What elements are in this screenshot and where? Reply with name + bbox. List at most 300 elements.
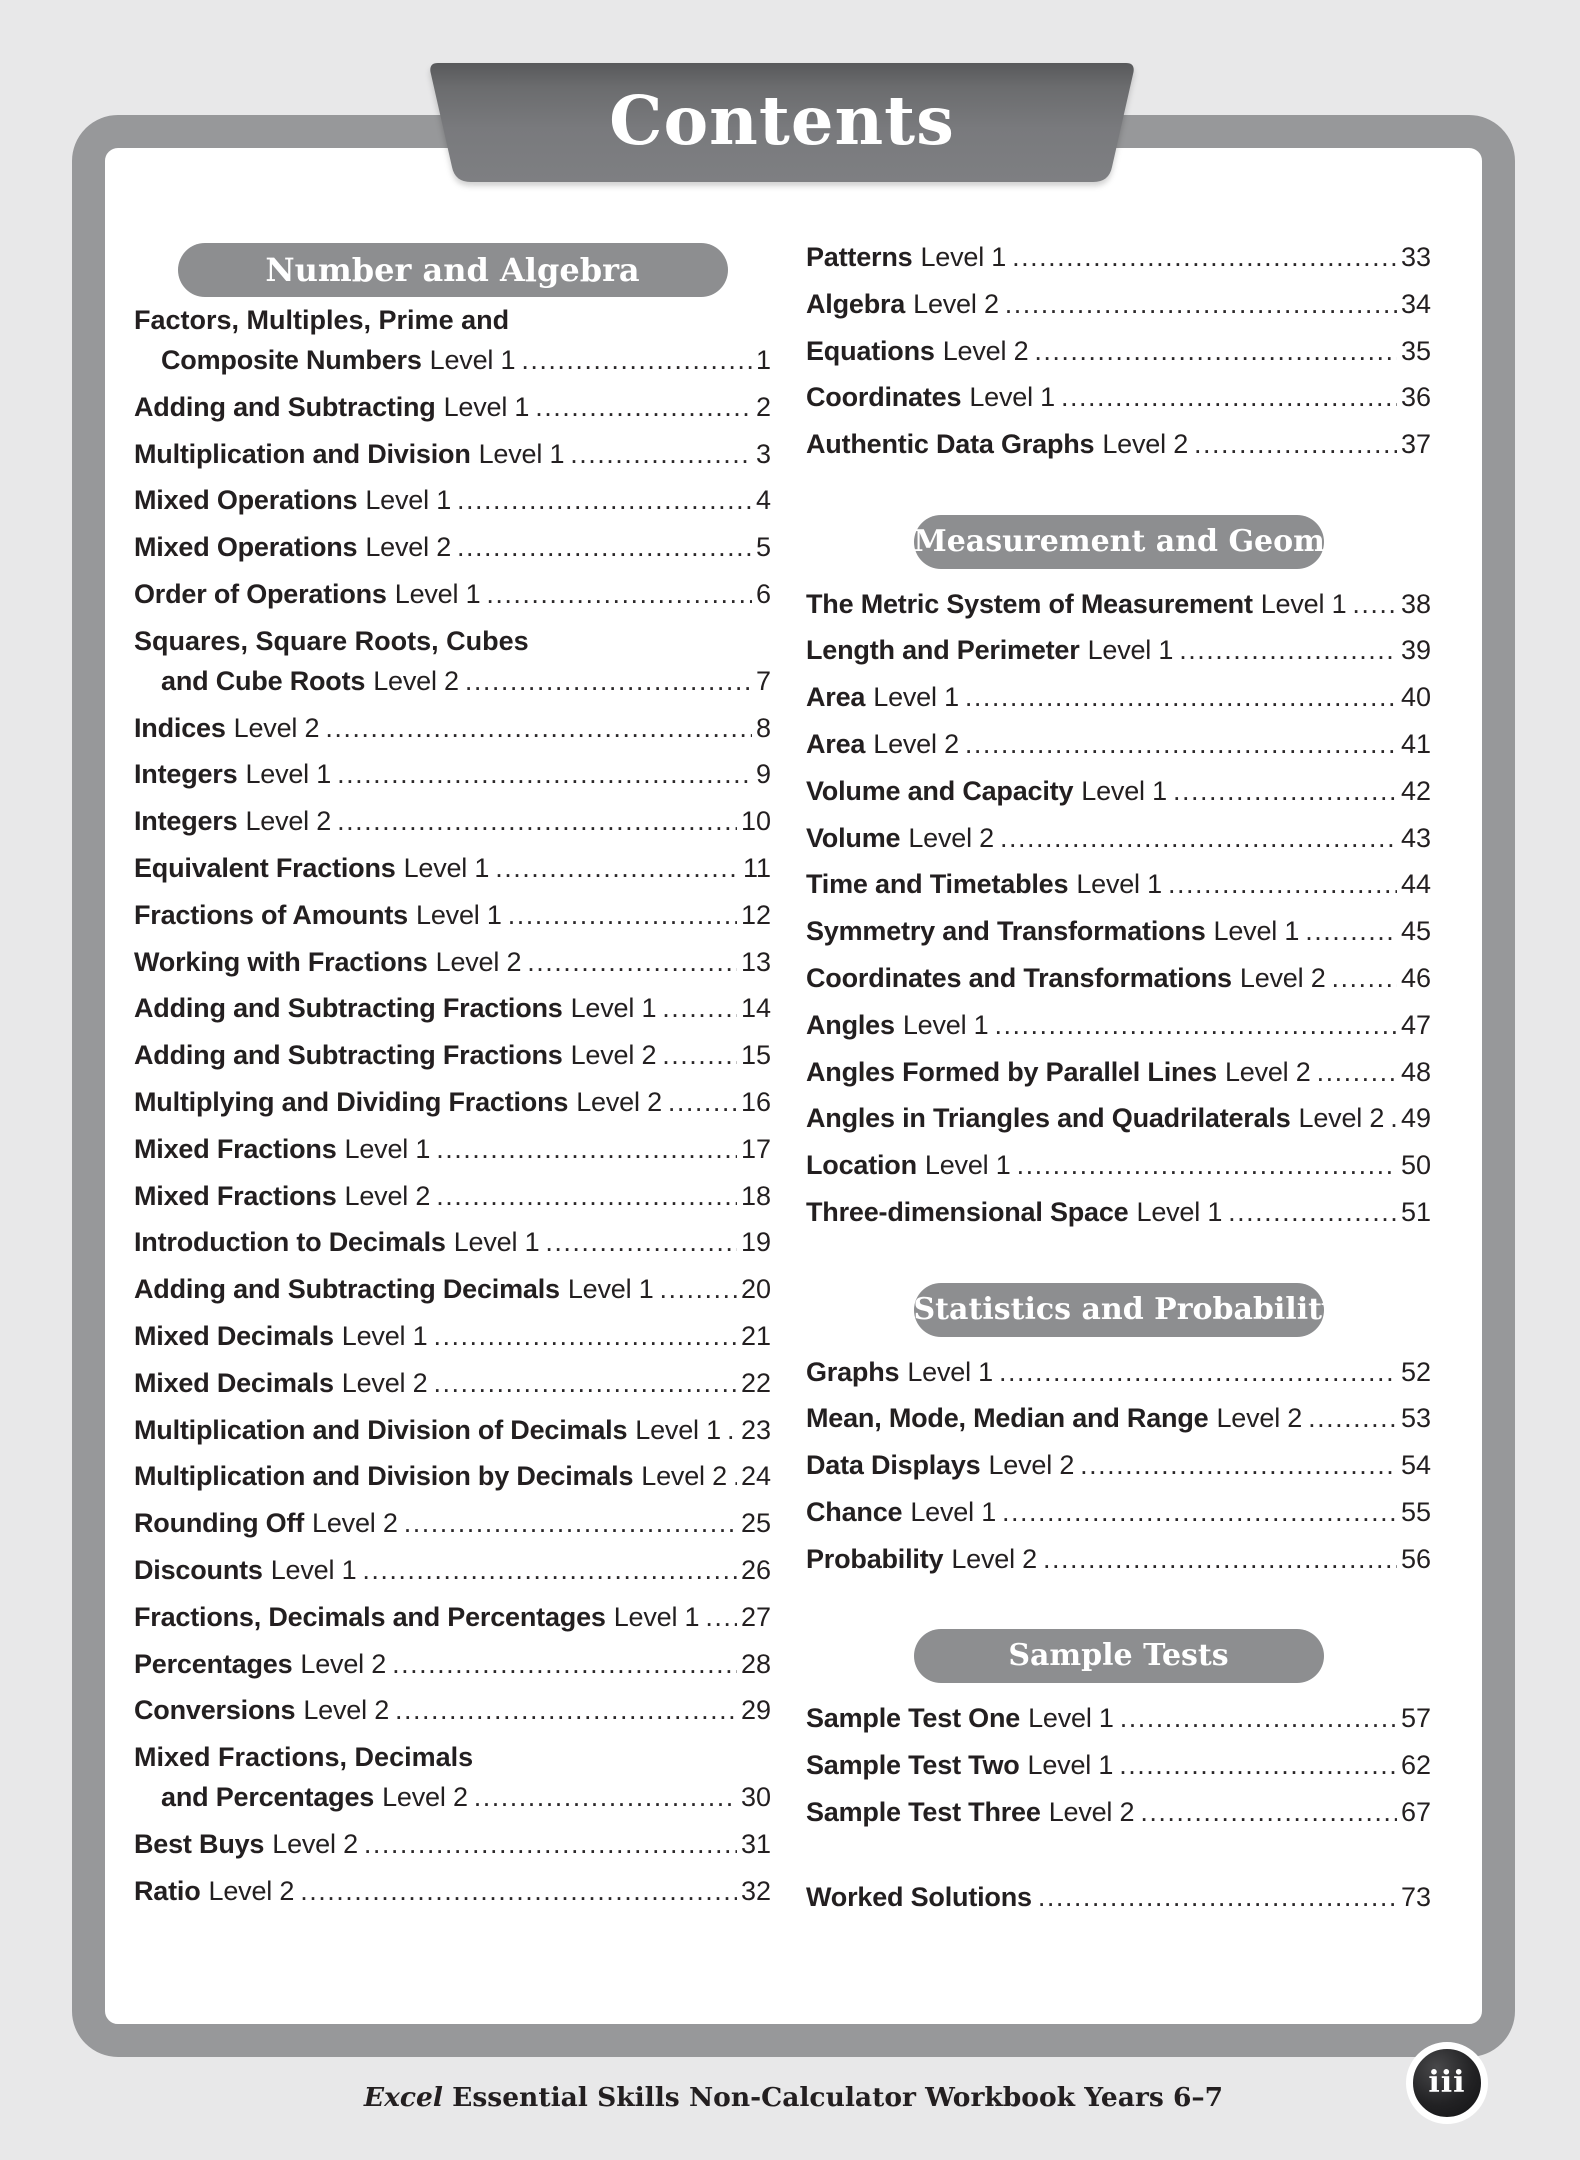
toc-entry-page-number: 19 xyxy=(740,1227,771,1258)
toc-entry xyxy=(806,1403,1431,1434)
toc-entry-row xyxy=(806,869,1431,900)
toc-entry-level: Level 2 xyxy=(873,729,959,760)
toc-entry-page-number: 15 xyxy=(740,1040,771,1071)
dotted-leader xyxy=(654,1274,737,1305)
toc-entry-row xyxy=(134,1181,771,1212)
toc-entry-row xyxy=(806,1544,1431,1575)
dotted-leader xyxy=(386,1649,737,1680)
dotted-leader xyxy=(1326,963,1397,994)
toc-entry-level: Level 1 xyxy=(453,1227,540,1258)
toc-entry-title: Best Buys xyxy=(134,1828,265,1859)
toc-entry-page-number: 23 xyxy=(740,1414,771,1445)
toc-entry-row xyxy=(134,1274,771,1305)
toc-entry-page-number: 2 xyxy=(755,391,771,422)
toc-entry-title: Chance xyxy=(806,1496,903,1527)
toc-entry-page-number: 51 xyxy=(1400,1197,1431,1228)
toc-entry xyxy=(134,1742,771,1813)
toc-entry-title: Mean, Mode, Median and Range xyxy=(806,1403,1209,1434)
toc-entry-level: Level 1 xyxy=(969,382,1055,413)
toc-entry-title: Mixed Fractions xyxy=(134,1133,337,1164)
toc-entry-title: Time and Timetables xyxy=(806,869,1069,900)
toc-entry-page-number: 35 xyxy=(1400,335,1431,366)
section-header-pill xyxy=(913,1283,1340,1337)
toc-entry-title: Data Displays xyxy=(806,1450,981,1481)
toc-entry-row xyxy=(134,1040,771,1071)
toc-entry xyxy=(134,1181,771,1212)
dotted-leader xyxy=(1299,916,1397,947)
toc-entry-row xyxy=(134,1415,771,1446)
toc-entry-level: Level 2 xyxy=(208,1875,295,1906)
toc-entry-title: Integers xyxy=(134,806,238,837)
toc-entry-row xyxy=(134,713,771,744)
toc-entry-page-number: 30 xyxy=(740,1782,771,1813)
toc-entry-title: Indices xyxy=(134,712,226,743)
toc-entry-title: Multiplication and Division by Decimals xyxy=(134,1461,634,1492)
toc-entry-title: Percentages xyxy=(134,1648,293,1679)
dotted-leader xyxy=(999,289,1397,320)
dotted-leader xyxy=(993,1357,1397,1388)
toc-entry-row xyxy=(806,1403,1431,1434)
toc-entry-title: Authentic Data Graphs xyxy=(806,429,1095,460)
toc-entry-page-number: 34 xyxy=(1400,288,1431,319)
toc-entry-level: Level 2 xyxy=(576,1086,662,1117)
toc-entry-title: Angles Formed by Parallel Lines xyxy=(806,1056,1217,1087)
toc-entry-page-number: 47 xyxy=(1400,1009,1431,1040)
dotted-leader xyxy=(656,993,737,1024)
toc-entry-page-number: 46 xyxy=(1400,963,1431,994)
dotted-leader xyxy=(539,1227,737,1258)
dotted-leader xyxy=(1311,1057,1397,1088)
toc-entry-row xyxy=(806,1150,1431,1181)
dotted-leader xyxy=(521,947,737,978)
dotted-leader xyxy=(398,1508,737,1539)
toc-entry-title: Ratio xyxy=(134,1875,201,1906)
toc-entry-row xyxy=(134,993,771,1024)
toc-entry-row xyxy=(134,1321,771,1352)
page-number: iii xyxy=(1428,2065,1466,2100)
toc-entry-row xyxy=(134,345,771,376)
page-number-badge xyxy=(1406,2042,1488,2124)
toc-entry-title: Multiplying and Dividing Fractions xyxy=(134,1086,569,1117)
toc-entry xyxy=(806,1103,1431,1134)
toc-entry-page-number: 48 xyxy=(1400,1056,1431,1087)
footer xyxy=(72,2078,1515,2118)
toc-entry xyxy=(134,392,771,423)
toc-entry xyxy=(806,1057,1431,1088)
toc-entry xyxy=(134,1555,771,1586)
dotted-leader xyxy=(529,392,752,423)
toc-entry-row xyxy=(134,1695,771,1726)
toc-entry-page-number: 33 xyxy=(1400,242,1431,272)
section-header-label: Sample Tests xyxy=(1008,1638,1229,1674)
toc-entry-level: Level 1 xyxy=(1136,1197,1223,1228)
toc-entry-page-number: 5 xyxy=(755,532,771,563)
toc-entry-row xyxy=(134,532,771,563)
dotted-leader xyxy=(319,713,752,744)
toc-entry-title: The Metric System of Measurement xyxy=(806,588,1253,619)
toc-entry-page-number: 27 xyxy=(740,1601,771,1632)
toc-entry-row xyxy=(134,1602,771,1633)
toc-entry-level: Level 2 xyxy=(344,1180,431,1211)
toc-entry-page-number: 67 xyxy=(1400,1796,1431,1827)
toc-entry-row xyxy=(806,1450,1431,1481)
footer-series-name: Excel xyxy=(363,2082,443,2113)
toc-entry-title: Working with Fractions xyxy=(134,946,428,977)
dotted-leader xyxy=(331,759,752,790)
toc-entry-page-number: 8 xyxy=(755,712,771,743)
toc-entry-row xyxy=(134,1087,771,1118)
toc-entry xyxy=(134,305,771,376)
toc-entry-level: Level 2 xyxy=(245,806,332,837)
toc-entry-row xyxy=(806,1197,1431,1228)
toc-entry-title: Mixed Operations xyxy=(134,485,358,516)
toc-entry-level: Level 2 xyxy=(1298,1103,1385,1134)
toc-entry xyxy=(806,729,1431,760)
toc-entry xyxy=(806,1497,1431,1528)
toc-entry-level: Level 1 xyxy=(1260,588,1347,619)
toc-entry-row xyxy=(806,635,1431,666)
toc-entry-page-number: 25 xyxy=(740,1508,771,1539)
toc-entry xyxy=(134,532,771,563)
toc-entry-level: Level 2 xyxy=(272,1828,358,1859)
toc-entry xyxy=(134,993,771,1024)
dotted-leader xyxy=(489,853,739,884)
dotted-leader xyxy=(989,1010,1397,1041)
toc-entry-title: Multiplication and Division of Decimals xyxy=(134,1414,628,1445)
toc-entry-page-number: 20 xyxy=(740,1274,771,1305)
toc-entry-page-number: 42 xyxy=(1400,775,1431,806)
toc-entry xyxy=(806,776,1431,807)
toc-entry xyxy=(806,1010,1431,1041)
toc-entry xyxy=(134,626,771,697)
toc-entry-row xyxy=(134,1227,771,1258)
toc-entry-row xyxy=(806,682,1431,713)
toc-entry-level: Level 1 xyxy=(478,438,565,469)
toc-entry-row xyxy=(806,242,1431,273)
toc-entry xyxy=(134,806,771,837)
dotted-leader xyxy=(427,1368,736,1399)
toc-entry-level: Level 2 xyxy=(641,1461,727,1492)
toc-entry-page-number: 73 xyxy=(1400,1882,1431,1913)
toc-entry-title: Integers xyxy=(134,759,238,790)
toc-entry-title: Mixed Operations xyxy=(134,532,358,563)
toc-entry-page-number: 17 xyxy=(740,1133,771,1164)
toc-entry-row xyxy=(134,1508,771,1539)
toc-entry-row xyxy=(134,439,771,470)
toc-entry-level: Level 2 xyxy=(365,532,452,563)
toc-entry-title: Angles in Triangles and Quadrilaterals xyxy=(806,1103,1291,1134)
toc-entry-title-line1: Factors, Multiples, Prime and xyxy=(134,305,510,335)
toc-entry-level: Level 2 xyxy=(913,288,999,319)
toc-entry xyxy=(134,1227,771,1258)
toc-entry-title: Adding and Subtracting Decimals xyxy=(134,1274,560,1305)
dotted-leader xyxy=(358,1829,737,1860)
toc-entry-row xyxy=(806,963,1431,994)
toc-entry-level: Level 1 xyxy=(613,1601,700,1632)
toc-entry-level: Level 2 xyxy=(570,1040,657,1071)
toc-entry-title: Coordinates xyxy=(806,382,962,413)
toc-entry xyxy=(134,1415,771,1446)
toc-entry-row xyxy=(134,579,771,610)
toc-entry xyxy=(806,682,1431,713)
dotted-leader xyxy=(1134,1797,1397,1828)
toc-entry-row xyxy=(806,1750,1431,1781)
toc-entry-page-number: 21 xyxy=(740,1320,771,1351)
toc-entry-level: Level 1 xyxy=(1027,1750,1114,1781)
toc-entry-level: Level 1 xyxy=(1076,869,1162,900)
toc-entry xyxy=(134,1274,771,1305)
toc-entry-row xyxy=(806,289,1431,320)
dotted-leader xyxy=(427,1321,736,1352)
toc-entry-page-number: 54 xyxy=(1400,1450,1431,1481)
dotted-leader xyxy=(1302,1403,1397,1434)
toc-entry-page-number: 7 xyxy=(755,665,771,696)
toc-entry xyxy=(134,1040,771,1071)
section-header-pill xyxy=(178,243,728,297)
dotted-leader xyxy=(656,1040,737,1071)
toc-entry-title: Volume xyxy=(806,822,901,853)
toc-entry-row xyxy=(134,485,771,516)
dotted-leader xyxy=(662,1087,737,1118)
toc-entry-row xyxy=(806,1010,1431,1041)
toc-entry-title: Length and Perimeter xyxy=(806,635,1080,666)
toc-entry xyxy=(134,900,771,931)
toc-entry xyxy=(806,242,1431,273)
dotted-leader xyxy=(721,1415,737,1446)
dotted-leader xyxy=(1346,589,1397,620)
toc-entry-title: Mixed Decimals xyxy=(134,1367,334,1398)
dotted-leader xyxy=(356,1555,737,1586)
toc-entry-level: Level 1 xyxy=(1081,775,1167,806)
dotted-leader xyxy=(1028,336,1397,367)
toc-entry-title: Equations xyxy=(806,335,935,366)
toc-entry-page-number: 10 xyxy=(740,806,771,837)
toc-entry-level: Level 2 xyxy=(435,946,522,977)
dotted-leader xyxy=(1006,242,1397,273)
toc-entry-title: Location xyxy=(806,1150,917,1181)
toc-entry xyxy=(806,336,1431,367)
toc-entry-page-number: 14 xyxy=(740,993,771,1024)
toc-entry-page-number: 32 xyxy=(740,1875,771,1906)
toc-entry-level: Level 2 xyxy=(1224,1056,1311,1087)
toc-entry-level: Level 1 xyxy=(245,759,332,790)
toc-entry-page-number: 36 xyxy=(1400,382,1431,413)
dotted-leader xyxy=(959,729,1397,760)
toc-entry-title: Conversions xyxy=(134,1695,296,1726)
toc-entry-level: Level 1 xyxy=(1087,635,1174,666)
toc-entry-page-number: 56 xyxy=(1400,1543,1431,1574)
dotted-leader xyxy=(996,1497,1397,1528)
toc-entry-row xyxy=(806,1797,1431,1828)
toc-entry-row xyxy=(134,806,771,837)
toc-entry-page-number: 22 xyxy=(740,1367,771,1398)
toc-entry xyxy=(134,579,771,610)
dotted-leader xyxy=(1162,869,1397,900)
dotted-leader xyxy=(1173,635,1397,666)
toc-entry-title: Symmetry and Transformations xyxy=(806,916,1206,947)
toc-entry-title: Adding and Subtracting Fractions xyxy=(134,993,563,1024)
toc-entry xyxy=(134,1087,771,1118)
toc-entry-level: Level 1 xyxy=(902,1009,989,1040)
toc-entry-title: Mixed Fractions xyxy=(134,1180,337,1211)
dotted-leader xyxy=(451,485,752,516)
toc-entry xyxy=(134,1829,771,1860)
toc-entry xyxy=(134,853,771,884)
toc-entry-row xyxy=(806,823,1431,854)
toc-entry-page-number: 40 xyxy=(1400,682,1431,713)
toc-entry xyxy=(806,916,1431,947)
toc-entry-page-number: 9 xyxy=(755,759,771,790)
toc-entry-title: Fractions, Decimals and Percentages xyxy=(134,1601,606,1632)
toc-entry-level: Level 2 xyxy=(942,335,1029,366)
toc-entry-row xyxy=(806,1882,1431,1913)
toc-entry-row xyxy=(134,1876,771,1907)
toc-entry-row xyxy=(134,666,771,697)
toc-entry-title: Sample Test One xyxy=(806,1703,1021,1734)
toc-entry xyxy=(134,759,771,790)
toc-entry-title: Graphs xyxy=(806,1356,900,1387)
toc-entry-level: Level 1 xyxy=(394,578,481,609)
toc-entry-page-number: 11 xyxy=(742,852,771,883)
dotted-leader xyxy=(1114,1703,1397,1734)
toc-entry-level: Level 1 xyxy=(924,1150,1011,1181)
toc-entry-level: Level 1 xyxy=(873,682,959,713)
toc-entry xyxy=(134,1134,771,1165)
toc-entry-level: Level 2 xyxy=(1239,963,1326,994)
toc-entry-title: Order of Operations xyxy=(134,578,387,609)
toc-entry xyxy=(806,1750,1431,1781)
toc-entry-title: Angles xyxy=(806,1009,895,1040)
toc-entry xyxy=(806,1703,1431,1734)
toc-entry-row xyxy=(134,759,771,790)
toc-entry-title: Volume and Capacity xyxy=(806,775,1074,806)
toc-entry-page-number: 4 xyxy=(755,485,771,516)
toc-entry-row xyxy=(806,382,1431,413)
toc-entry-page-number: 41 xyxy=(1400,729,1431,760)
toc-entry xyxy=(134,1602,771,1633)
toc-entry-page-number: 28 xyxy=(740,1648,771,1679)
dotted-leader xyxy=(1055,382,1397,413)
toc-entry-page-number: 38 xyxy=(1400,588,1431,619)
toc-entry-page-number: 31 xyxy=(740,1828,771,1859)
dotted-leader xyxy=(515,345,752,376)
toc-entry-level: Level 1 xyxy=(365,485,452,516)
toc-entry xyxy=(806,635,1431,666)
toc-entry-level: Level 1 xyxy=(443,391,530,422)
toc-entry-level: Level 2 xyxy=(382,1782,468,1813)
toc-entry-title-line1: Mixed Fractions, Decimals xyxy=(134,1742,474,1773)
toc-entry xyxy=(134,439,771,470)
toc-entry-level: Level 2 xyxy=(233,712,320,743)
toc-entry xyxy=(806,823,1431,854)
dotted-leader xyxy=(699,1602,737,1633)
toc-entry xyxy=(806,289,1431,320)
toc-entry-page-number: 29 xyxy=(740,1695,771,1726)
toc-entry-row xyxy=(806,1703,1431,1734)
toc-entry-row xyxy=(806,336,1431,367)
toc-entry xyxy=(806,1450,1431,1481)
dotted-leader xyxy=(389,1695,737,1726)
toc-entry-page-number: 50 xyxy=(1400,1150,1431,1181)
section-header-label: Number and Algebra xyxy=(265,251,640,289)
toc-entry-page-number: 52 xyxy=(1400,1356,1431,1387)
toc-entry-title-line1: Squares, Square Roots, Cubes xyxy=(134,625,529,656)
toc-entry-row xyxy=(134,947,771,978)
toc-column-left xyxy=(134,243,771,1923)
toc-entry-title: Equivalent Fractions xyxy=(134,852,396,883)
dotted-leader xyxy=(430,1181,737,1212)
toc-entry-level: Level 1 xyxy=(1028,1703,1114,1734)
toc-entry-row xyxy=(134,1134,771,1165)
toc-entry-level: Level 1 xyxy=(429,345,516,375)
dotted-leader xyxy=(451,532,752,563)
toc-entry xyxy=(806,1797,1431,1828)
toc-entry-row xyxy=(806,776,1431,807)
dotted-leader xyxy=(1074,1450,1397,1481)
toc-entry-title: and Percentages xyxy=(161,1782,375,1813)
toc-entry-title: and Cube Roots xyxy=(161,665,366,696)
toc-entry-level: Level 2 xyxy=(1216,1403,1303,1434)
toc-entry-level: Level 2 xyxy=(312,1508,398,1539)
toc-entry-row xyxy=(134,1555,771,1586)
toc-entry xyxy=(806,869,1431,900)
dotted-leader xyxy=(1222,1197,1397,1228)
toc-entry-title: Mixed Decimals xyxy=(134,1320,334,1351)
toc-entry xyxy=(134,1695,771,1726)
toc-entry-level: Level 1 xyxy=(416,899,502,930)
toc-entry-page-number: 39 xyxy=(1400,635,1431,666)
toc-entry-title: Algebra xyxy=(806,288,906,319)
dotted-leader xyxy=(959,682,1397,713)
toc-entry-title: Introduction to Decimals xyxy=(134,1227,446,1258)
dotted-leader xyxy=(459,666,752,697)
toc-entry-row xyxy=(806,1057,1431,1088)
toc-entry-title: Fractions of Amounts xyxy=(134,899,409,930)
toc-entry-row xyxy=(806,1103,1431,1134)
toc-entry-title: Area xyxy=(806,682,866,713)
toc-entry xyxy=(134,1649,771,1680)
toc-entry-row xyxy=(134,392,771,423)
dotted-leader xyxy=(1167,776,1397,807)
section-header-pill xyxy=(914,1629,1324,1683)
toc-entry xyxy=(806,589,1431,620)
toc-entry-level: Level 2 xyxy=(908,822,994,853)
section-header-label: Statistics and Probability xyxy=(913,1291,1340,1327)
toc-entry-level: Level 2 xyxy=(303,1695,390,1726)
toc-entry-level: Level 1 xyxy=(270,1554,357,1585)
toc-entry-title: Sample Test Three xyxy=(806,1796,1041,1827)
dotted-leader xyxy=(294,1876,737,1907)
dotted-leader xyxy=(1188,429,1397,460)
toc-entry-page-number: 1 xyxy=(755,345,771,375)
toc-entry xyxy=(806,1357,1431,1388)
toc-entry-level: Level 2 xyxy=(951,1543,1037,1574)
toc-entry-row xyxy=(134,1782,771,1813)
toc-entry-row xyxy=(806,1497,1431,1528)
toc-entry-page-number: 16 xyxy=(740,1086,771,1117)
toc-entry-level: Level 1 xyxy=(570,993,657,1024)
toc-entry-row xyxy=(134,900,771,931)
toc-entry-row xyxy=(134,1649,771,1680)
toc-entry-level: Level 2 xyxy=(341,1367,428,1398)
dotted-leader xyxy=(1113,1750,1397,1781)
dotted-leader xyxy=(1384,1103,1397,1134)
toc-entry-page-number: 26 xyxy=(740,1554,771,1585)
dotted-leader xyxy=(468,1782,737,1813)
toc-entry-page-number: 49 xyxy=(1400,1103,1431,1134)
toc-entry-title: Rounding Off xyxy=(134,1508,305,1539)
toc-entry-level: Level 2 xyxy=(1048,1796,1135,1827)
